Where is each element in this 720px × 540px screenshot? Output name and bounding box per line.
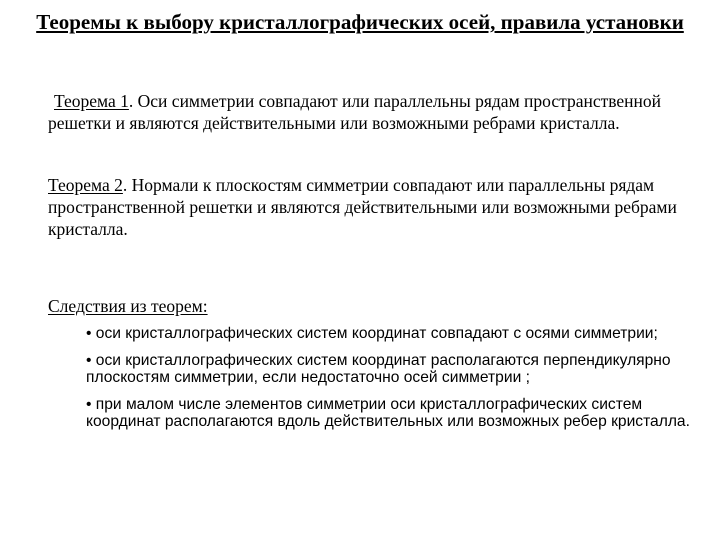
slide-title: Теоремы к выбору кристаллографических осей, правила установки [36, 10, 684, 34]
consequence-item-1: • оси кристаллографических систем координат совпадают с осями симметрии; [86, 325, 658, 342]
theorem-2-paragraph [48, 174, 716, 240]
theorem-1-text: . Оси симметрии совпадают или параллельны рядам пространственной решетки и являются действительными или возможными ребрами кристалла. [48, 91, 662, 133]
theorem-1-paragraph [48, 90, 716, 134]
consequence-item-3: • при малом числе элементов симметрии оси кристаллографических систем координат располагаются вдоль действительных или возможных ребер кристалла. [86, 395, 690, 430]
consequences-list [86, 325, 706, 440]
theorem-2-text: . Нормали к плоскостям симметрии совпадают или параллельны рядам пространственной решетки и являются действительными или возможными ребрами кристалла. [48, 175, 677, 239]
consequences-title: Следствия из теорем: [48, 296, 208, 316]
theorem-1-label: Теорема 1 [54, 91, 129, 111]
consequence-item-2: • оси кристаллографических систем координат располагаются перпендикулярно плоскостям симметрии, если недостаточно осей симметрии ; [86, 351, 671, 386]
theorem-2-label: Теорема 2 [48, 175, 123, 195]
